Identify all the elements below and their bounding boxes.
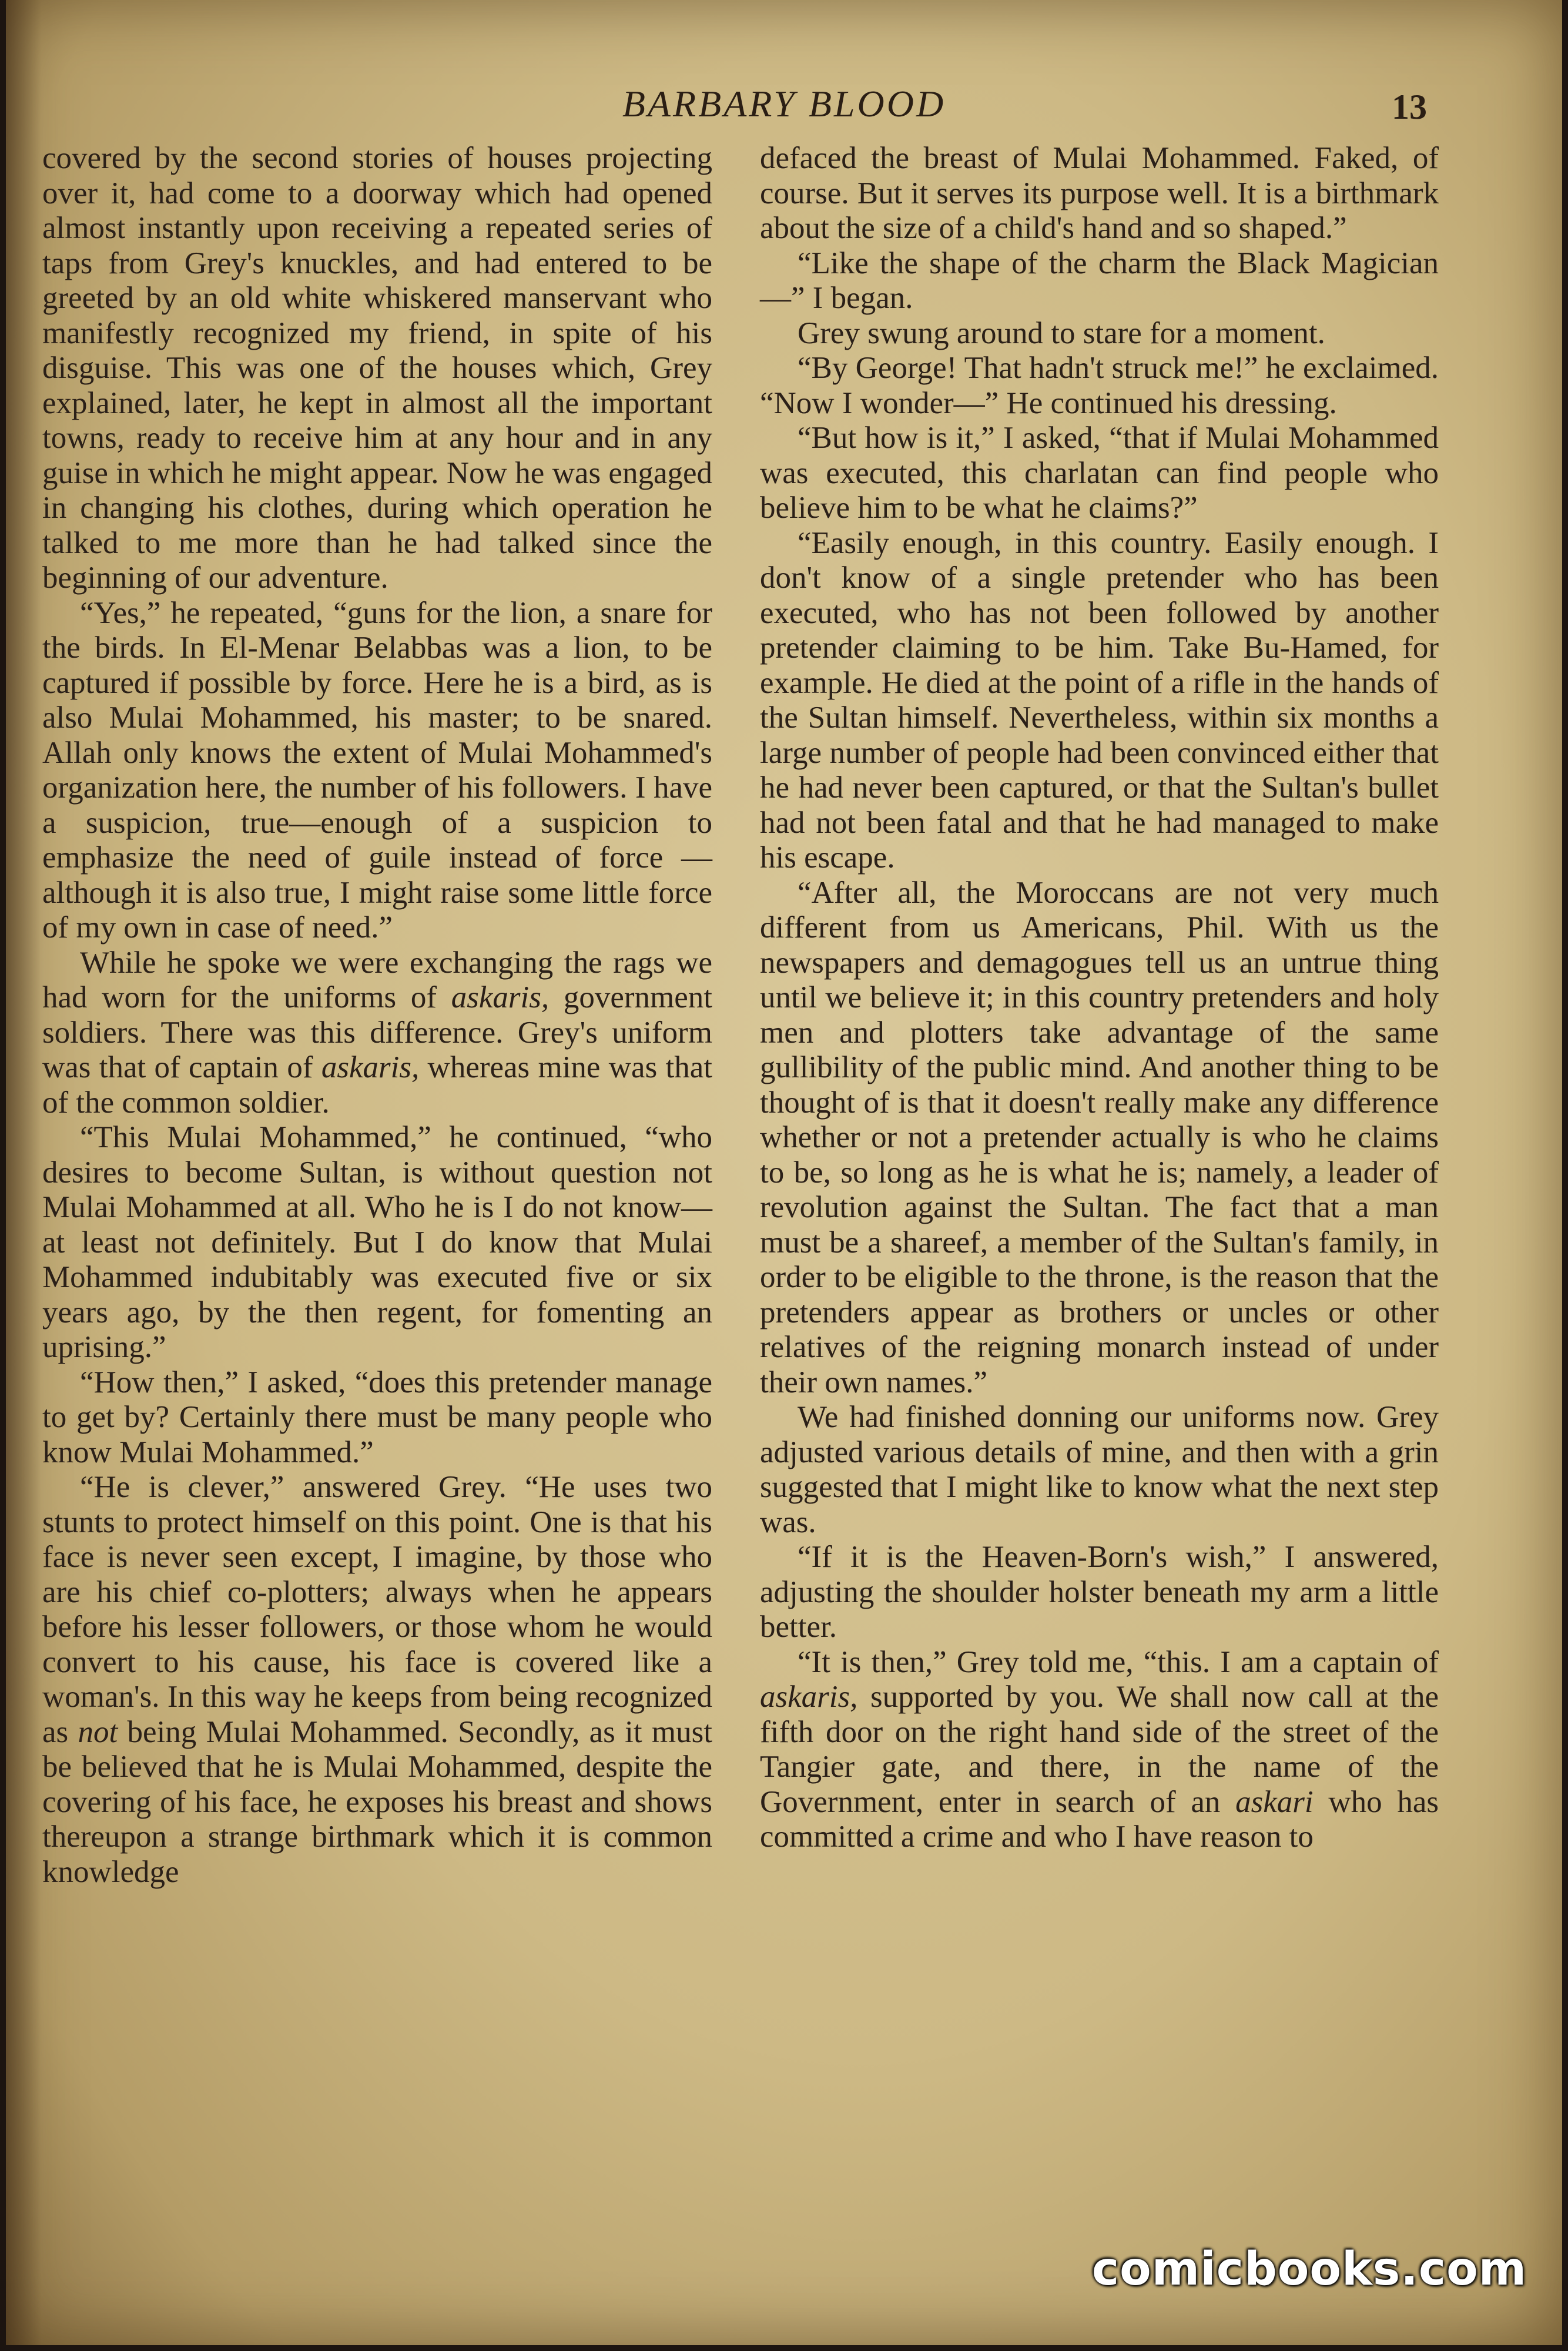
left-text-column [42, 141, 712, 1890]
paragraph [760, 1645, 1439, 1855]
text-run: being Mulai Mohammed. Secondly, as it must be believed that he is Mulai Mohammed, despite the covering of his face, he exposes his breast and shows thereupon a strange birthmark which it is common knowledge [42, 1714, 712, 1889]
paragraph [42, 946, 712, 1121]
magazine-page [6, 0, 1562, 2345]
text-run: “It is then,” Grey told me, “this. I am a captain of [798, 1645, 1439, 1679]
page-number: 13 [1392, 88, 1427, 126]
text-run: “He is clever,” answered Grey. “He uses two stunts to protect himself on this point. One is that his face is never seen except, I imagine, by those who are his chief co-plotters; always when he appears before his lesser followers, or those whom he would convert to his cause, his face is covered like a woman's. In this way he keeps from being recognized as [42, 1470, 712, 1749]
italic-term: askaris, [451, 980, 550, 1014]
text-run: who has committed a crime and who I have reason to [760, 1784, 1439, 1854]
paragraph: “Like the shape of the charm the Black Magician—” I began. [760, 246, 1439, 315]
italic-term: askaris, [760, 1680, 858, 1714]
italic-term: askari [1235, 1784, 1314, 1819]
page-edge-shadow [6, 0, 41, 2345]
text-run: government soldiers. There was this difference. Grey's uniform was that of captain of [42, 980, 712, 1084]
paragraph: We had finished donning our uniforms now. Grey adjusted various details of mine, and then with a grin suggested that I might like to know what the next step was. [760, 1400, 1439, 1539]
paragraph: “By George! That hadn't struck me!” he exclaimed. “Now I wonder—” He continued his dressing. [760, 351, 1439, 420]
text-run: supported by you. We shall now call at the fifth door on the right hand side of the street of the Tangier gate, and there, in the name of the Government, enter in search of an [760, 1680, 1439, 1819]
paragraph: covered by the second stories of houses projecting over it, had come to a doorway which had opened almost instantly upon receiving a repeated series of taps from Grey's knuckles, and had entered to be greeted by an old white whiskered manservant who manifestly recognized my friend, in spite of his disguise. This was one of the houses which, Grey explained, later, he kept in almost all the important towns, ready to receive him at any hour and in any guise in which he might appear. Now he was engaged in changing his clothes, during which operation he talked to me more than he had talked since the beginning of our adventure. [42, 141, 712, 595]
paragraph: “Easily enough, in this country. Easily enough. I don't know of a single pretender who has been executed, who has not been followed by another pretender claiming to be him. Take Bu-Hamed, for example. He died at the point of a rifle in the hands of the Sultan himself. Nevertheless, within six months a large number of people had been convinced either that he had never been captured, or that the Sultan's bullet had not been fatal and that he had managed to make his escape. [760, 525, 1439, 875]
paragraph: “This Mulai Mohammed,” he continued, “who desires to become Sultan, is without question not Mulai Mohammed at all. Who he is I do not know—at least not definitely. But I do know that Mulai Mohammed indubitably was executed five or six years ago, by the then regent, for fomenting an uprising.” [42, 1120, 712, 1364]
site-watermark: comicbooks.com [1091, 2243, 1527, 2296]
right-text-column [760, 141, 1439, 1855]
paragraph: Grey swung around to stare for a moment. [798, 316, 1325, 350]
paragraph: “If it is the Heaven-Born's wish,” I answered, adjusting the shoulder holster beneath my arm a little better. [760, 1540, 1439, 1644]
paragraph: “How then,” I asked, “does this pretender manage to get by? Certainly there must be many people who know Mulai Mohammed.” [42, 1365, 712, 1469]
paragraph: “After all, the Moroccans are not very much different from us Americans, Phil. With us the newspapers and demagogues tell us an untrue thing until we believe it; in this country pretenders and holy men and plotters take advantage of the same gullibility of the public mind. And another thing to be thought of is that it doesn't really make any difference whether or not a pretender actually is who he claims to be, so long as he is what he is; namely, a leader of revolution against the Sultan. The fact that a man must be a shareef, a member of the Sultan's family, in order to be eligible to the throne, is the reason that the pretenders appear as brothers or uncles or other relatives of the reigning monarch instead of under their own names.” [760, 875, 1439, 1399]
running-title: BARBARY BLOOD [622, 83, 946, 125]
paragraph: “Yes,” he repeated, “guns for the lion, a snare for the birds. In El-Menar Belabbas was a lion, to be captured if possible by force. Here he is a bird, as is also Mulai Mohammed, his master; to be snared. Allah only knows the extent of Mulai Mohammed's organization here, the number of his followers. I have a suspicion, true—enough of a suspicion to emphasize the need of guile instead of force —although it is also true, I might raise some little force of my own in case of need.” [42, 595, 712, 945]
paragraph: “But how is it,” I asked, “that if Mulai Mohammed was executed, this charlatan can find people who believe him to be what he claims?” [760, 421, 1439, 525]
italic-term: not [78, 1714, 118, 1749]
paragraph: defaced the breast of Mulai Mohammed. Faked, of course. But it serves its purpose well. It is a birthmark about the size of a child's hand and so shaped.” [760, 141, 1439, 245]
italic-term: askaris, [321, 1050, 420, 1084]
paragraph [42, 1470, 712, 1890]
text-run: whereas mine was that of the common soldier. [42, 1050, 712, 1120]
text-run: While he spoke we were exchanging the rags we had worn for the uniforms of [42, 945, 712, 1014]
